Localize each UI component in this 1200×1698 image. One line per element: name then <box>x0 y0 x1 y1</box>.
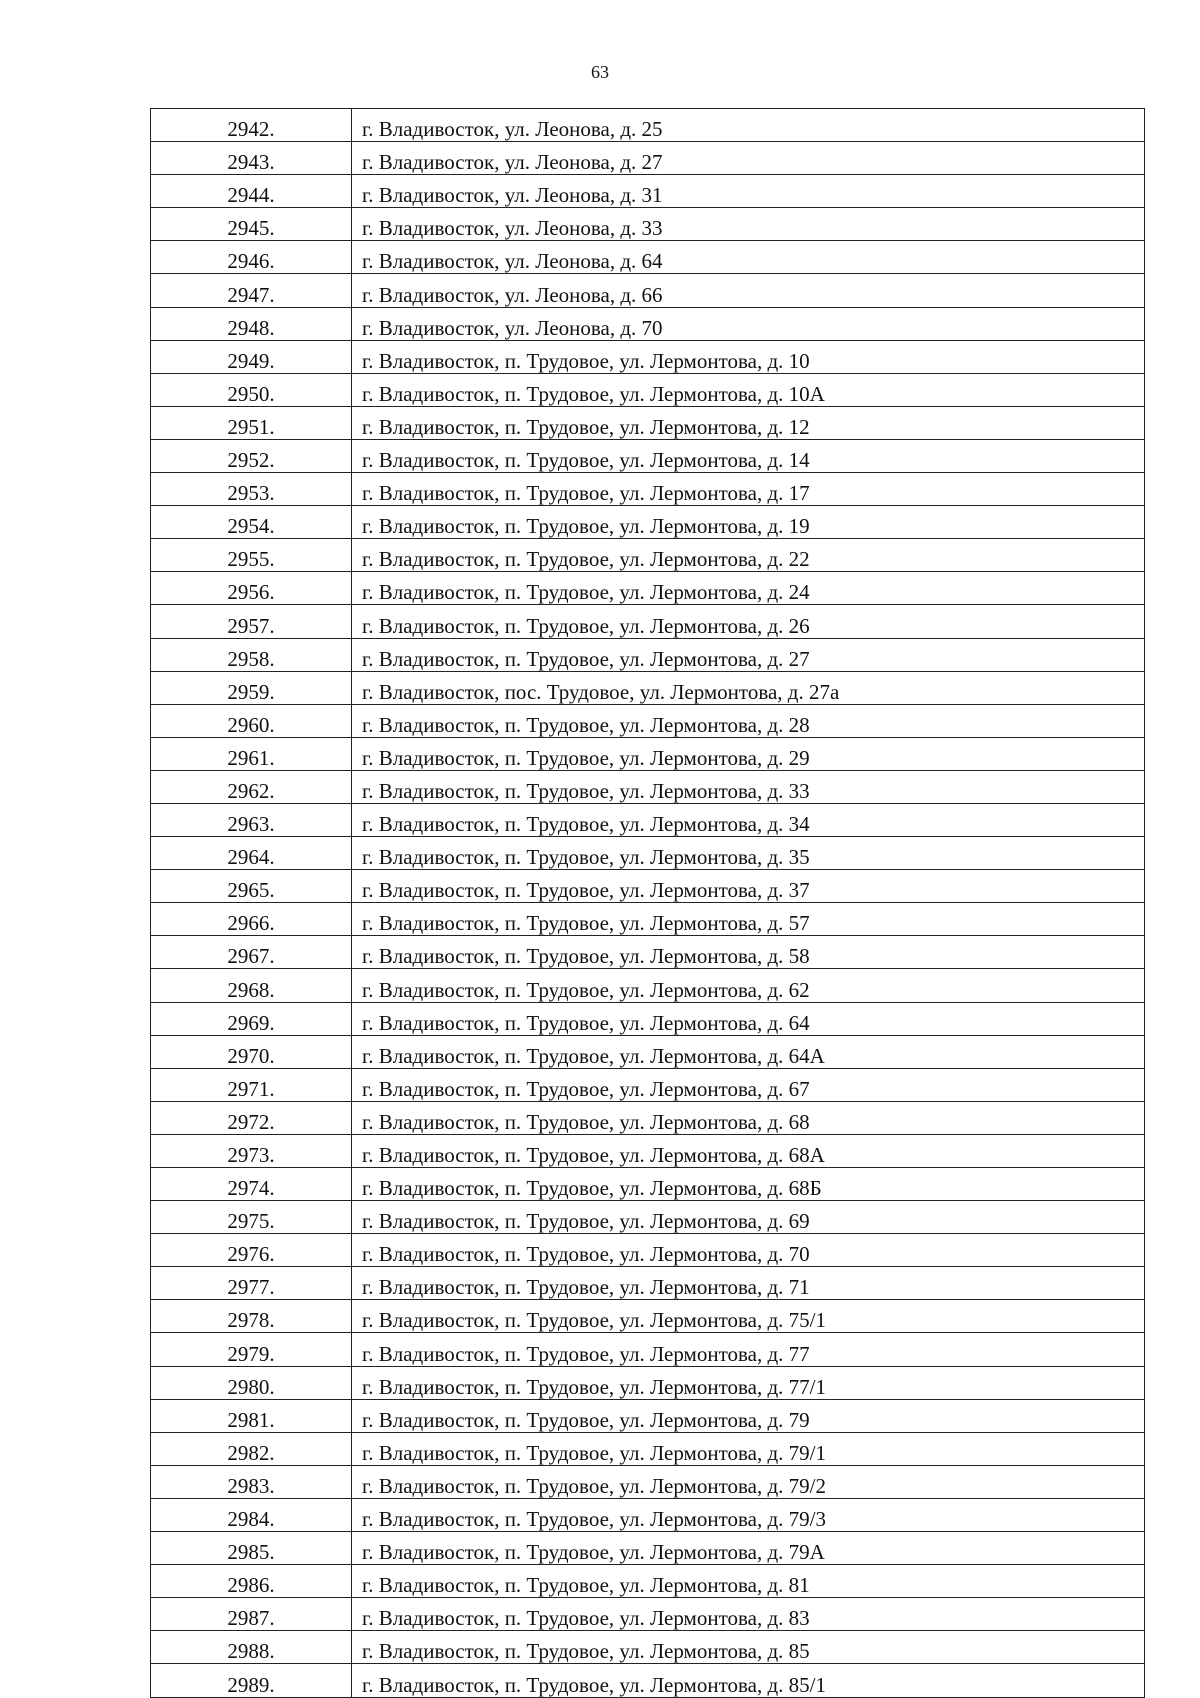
address-table <box>150 108 1145 1698</box>
row-address: г. Владивосток, п. Трудовое, ул. Лермонтова, д. 85/1 <box>352 1664 1145 1697</box>
row-number: 2977. <box>151 1267 352 1300</box>
row-number: 2963. <box>151 803 352 836</box>
row-number: 2962. <box>151 770 352 803</box>
row-address: г. Владивосток, п. Трудовое, ул. Лермонтова, д. 77 <box>352 1333 1145 1366</box>
row-address: г. Владивосток, п. Трудовое, ул. Лермонтова, д. 37 <box>352 870 1145 903</box>
row-number: 2978. <box>151 1300 352 1333</box>
row-address: г. Владивосток, ул. Леонова, д. 31 <box>352 175 1145 208</box>
row-address: г. Владивосток, ул. Леонова, д. 33 <box>352 208 1145 241</box>
row-address: г. Владивосток, п. Трудовое, ул. Лермонтова, д. 67 <box>352 1068 1145 1101</box>
table-row <box>151 175 1145 208</box>
row-number: 2955. <box>151 539 352 572</box>
row-number: 2973. <box>151 1134 352 1167</box>
row-address: г. Владивосток, п. Трудовое, ул. Лермонтова, д. 12 <box>352 406 1145 439</box>
row-number: 2949. <box>151 340 352 373</box>
table-row <box>151 307 1145 340</box>
row-number: 2976. <box>151 1234 352 1267</box>
row-address: г. Владивосток, п. Трудовое, ул. Лермонтова, д. 79А <box>352 1532 1145 1565</box>
row-number: 2969. <box>151 1002 352 1035</box>
row-number: 2981. <box>151 1399 352 1432</box>
table-row <box>151 1002 1145 1035</box>
row-address: г. Владивосток, п. Трудовое, ул. Лермонтова, д. 79/2 <box>352 1465 1145 1498</box>
table-row <box>151 406 1145 439</box>
row-number: 2953. <box>151 473 352 506</box>
row-address: г. Владивосток, п. Трудовое, ул. Лермонтова, д. 19 <box>352 506 1145 539</box>
table-row <box>151 1631 1145 1664</box>
row-address: г. Владивосток, п. Трудовое, ул. Лермонтова, д. 68А <box>352 1134 1145 1167</box>
row-number: 2971. <box>151 1068 352 1101</box>
table-row <box>151 506 1145 539</box>
row-number: 2970. <box>151 1035 352 1068</box>
table-row <box>151 142 1145 175</box>
row-address: г. Владивосток, п. Трудовое, ул. Лермонтова, д. 14 <box>352 439 1145 472</box>
table-row <box>151 770 1145 803</box>
row-number: 2946. <box>151 241 352 274</box>
table-row <box>151 1498 1145 1531</box>
row-address: г. Владивосток, п. Трудовое, ул. Лермонтова, д. 85 <box>352 1631 1145 1664</box>
row-number: 2966. <box>151 903 352 936</box>
row-address: г. Владивосток, п. Трудовое, ул. Лермонтова, д. 81 <box>352 1565 1145 1598</box>
row-address: г. Владивосток, п. Трудовое, ул. Лермонтова, д. 26 <box>352 605 1145 638</box>
row-number: 2980. <box>151 1366 352 1399</box>
row-address: г. Владивосток, ул. Леонова, д. 27 <box>352 142 1145 175</box>
row-address: г. Владивосток, п. Трудовое, ул. Лермонтова, д. 35 <box>352 837 1145 870</box>
row-number: 2960. <box>151 704 352 737</box>
table-row <box>151 1201 1145 1234</box>
table-row <box>151 1565 1145 1598</box>
table-row <box>151 241 1145 274</box>
page-number: 63 <box>591 62 609 82</box>
row-number: 2974. <box>151 1168 352 1201</box>
row-number: 2947. <box>151 274 352 307</box>
table-row <box>151 1465 1145 1498</box>
row-address: г. Владивосток, п. Трудовое, ул. Лермонтова, д. 29 <box>352 737 1145 770</box>
row-address: г. Владивосток, ул. Леонова, д. 64 <box>352 241 1145 274</box>
row-address: г. Владивосток, п. Трудовое, ул. Лермонтова, д. 58 <box>352 936 1145 969</box>
row-number: 2958. <box>151 638 352 671</box>
row-address: г. Владивосток, п. Трудовое, ул. Лермонтова, д. 64А <box>352 1035 1145 1068</box>
row-address: г. Владивосток, п. Трудовое, ул. Лермонтова, д. 22 <box>352 539 1145 572</box>
row-number: 2942. <box>151 109 352 142</box>
table-row <box>151 1532 1145 1565</box>
table-row <box>151 1267 1145 1300</box>
row-number: 2954. <box>151 506 352 539</box>
row-number: 2967. <box>151 936 352 969</box>
row-number: 2986. <box>151 1565 352 1598</box>
row-number: 2961. <box>151 737 352 770</box>
row-number: 2945. <box>151 208 352 241</box>
row-address: г. Владивосток, п. Трудовое, ул. Лермонтова, д. 10 <box>352 340 1145 373</box>
row-number: 2959. <box>151 671 352 704</box>
row-number: 2956. <box>151 572 352 605</box>
row-address: г. Владивосток, п. Трудовое, ул. Лермонтова, д. 79/3 <box>352 1498 1145 1531</box>
row-number: 2985. <box>151 1532 352 1565</box>
row-number: 2948. <box>151 307 352 340</box>
row-number: 2988. <box>151 1631 352 1664</box>
row-number: 2950. <box>151 373 352 406</box>
row-address: г. Владивосток, п. Трудовое, ул. Лермонтова, д. 10А <box>352 373 1145 406</box>
row-address: г. Владивосток, пос. Трудовое, ул. Лермонтова, д. 27а <box>352 671 1145 704</box>
row-number: 2984. <box>151 1498 352 1531</box>
row-address: г. Владивосток, ул. Леонова, д. 66 <box>352 274 1145 307</box>
row-address: г. Владивосток, п. Трудовое, ул. Лермонтова, д. 62 <box>352 969 1145 1002</box>
table-row <box>151 208 1145 241</box>
table-row <box>151 473 1145 506</box>
row-address: г. Владивосток, ул. Леонова, д. 70 <box>352 307 1145 340</box>
row-address: г. Владивосток, п. Трудовое, ул. Лермонтова, д. 27 <box>352 638 1145 671</box>
row-address: г. Владивосток, п. Трудовое, ул. Лермонтова, д. 79/1 <box>352 1432 1145 1465</box>
row-number: 2952. <box>151 439 352 472</box>
table-row <box>151 1598 1145 1631</box>
row-address: г. Владивосток, п. Трудовое, ул. Лермонтова, д. 24 <box>352 572 1145 605</box>
row-number: 2965. <box>151 870 352 903</box>
row-address: г. Владивосток, п. Трудовое, ул. Лермонтова, д. 79 <box>352 1399 1145 1432</box>
table-row <box>151 340 1145 373</box>
row-number: 2957. <box>151 605 352 638</box>
row-address: г. Владивосток, п. Трудовое, ул. Лермонтова, д. 28 <box>352 704 1145 737</box>
table-row <box>151 274 1145 307</box>
table-row <box>151 837 1145 870</box>
row-address: г. Владивосток, ул. Леонова, д. 25 <box>352 109 1145 142</box>
table-row <box>151 572 1145 605</box>
row-number: 2987. <box>151 1598 352 1631</box>
table-row <box>151 439 1145 472</box>
row-number: 2968. <box>151 969 352 1002</box>
table-row <box>151 936 1145 969</box>
table-row <box>151 1664 1145 1697</box>
row-address: г. Владивосток, п. Трудовое, ул. Лермонтова, д. 70 <box>352 1234 1145 1267</box>
table-row <box>151 539 1145 572</box>
row-address: г. Владивосток, п. Трудовое, ул. Лермонтова, д. 69 <box>352 1201 1145 1234</box>
address-table-body <box>151 109 1145 1698</box>
table-row <box>151 903 1145 936</box>
table-row <box>151 1168 1145 1201</box>
row-number: 2943. <box>151 142 352 175</box>
table-row <box>151 1234 1145 1267</box>
table-row <box>151 1101 1145 1134</box>
table-row <box>151 1035 1145 1068</box>
table-row <box>151 1300 1145 1333</box>
table-row <box>151 671 1145 704</box>
table-row <box>151 737 1145 770</box>
table-row <box>151 1134 1145 1167</box>
row-number: 2975. <box>151 1201 352 1234</box>
table-row <box>151 870 1145 903</box>
table-row <box>151 638 1145 671</box>
row-address: г. Владивосток, п. Трудовое, ул. Лермонтова, д. 68 <box>352 1101 1145 1134</box>
row-number: 2964. <box>151 837 352 870</box>
table-row <box>151 1432 1145 1465</box>
table-row <box>151 969 1145 1002</box>
row-address: г. Владивосток, п. Трудовое, ул. Лермонтова, д. 57 <box>352 903 1145 936</box>
table-row <box>151 1333 1145 1366</box>
row-number: 2951. <box>151 406 352 439</box>
row-number: 2983. <box>151 1465 352 1498</box>
row-address: г. Владивосток, п. Трудовое, ул. Лермонтова, д. 17 <box>352 473 1145 506</box>
table-row <box>151 373 1145 406</box>
row-address: г. Владивосток, п. Трудовое, ул. Лермонтова, д. 33 <box>352 770 1145 803</box>
row-address: г. Владивосток, п. Трудовое, ул. Лермонтова, д. 68Б <box>352 1168 1145 1201</box>
table-row <box>151 1068 1145 1101</box>
row-number: 2972. <box>151 1101 352 1134</box>
row-address: г. Владивосток, п. Трудовое, ул. Лермонтова, д. 77/1 <box>352 1366 1145 1399</box>
row-number: 2944. <box>151 175 352 208</box>
row-number: 2982. <box>151 1432 352 1465</box>
table-row <box>151 605 1145 638</box>
table-row <box>151 1399 1145 1432</box>
row-address: г. Владивосток, п. Трудовое, ул. Лермонтова, д. 64 <box>352 1002 1145 1035</box>
row-address: г. Владивосток, п. Трудовое, ул. Лермонтова, д. 34 <box>352 803 1145 836</box>
row-address: г. Владивосток, п. Трудовое, ул. Лермонтова, д. 83 <box>352 1598 1145 1631</box>
row-address: г. Владивосток, п. Трудовое, ул. Лермонтова, д. 71 <box>352 1267 1145 1300</box>
row-number: 2989. <box>151 1664 352 1697</box>
row-address: г. Владивосток, п. Трудовое, ул. Лермонтова, д. 75/1 <box>352 1300 1145 1333</box>
table-row <box>151 803 1145 836</box>
table-row <box>151 1366 1145 1399</box>
table-row <box>151 704 1145 737</box>
row-number: 2979. <box>151 1333 352 1366</box>
table-row <box>151 109 1145 142</box>
